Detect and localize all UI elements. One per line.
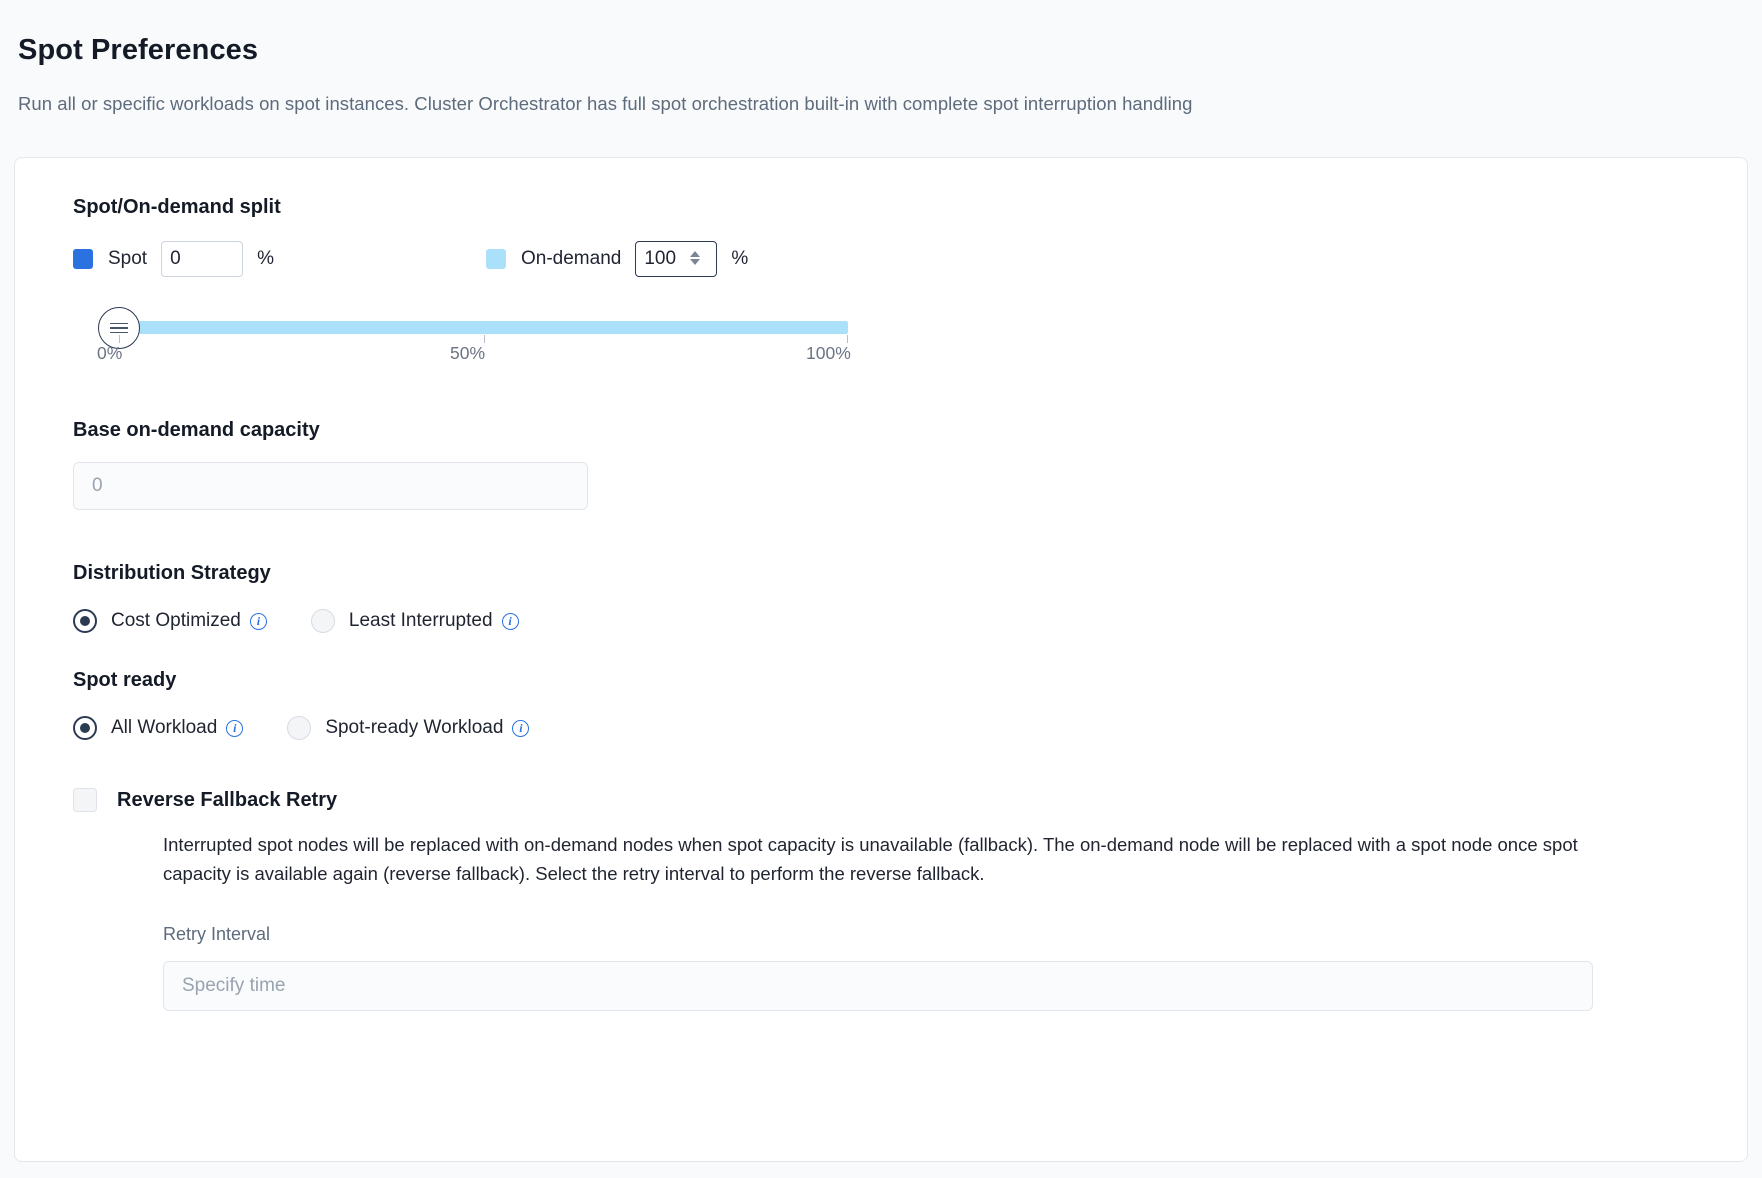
split-section-label: Spot/On-demand split	[73, 196, 281, 218]
spot-percent-sign: %	[257, 248, 274, 269]
base-capacity-label: Base on-demand capacity	[73, 419, 320, 441]
info-icon-cost-optimized[interactable]: i	[250, 613, 267, 630]
reverse-fallback-checkbox[interactable]	[73, 788, 97, 812]
radio-all-workload[interactable]	[73, 716, 97, 740]
spot-ready-options	[73, 716, 1689, 740]
page-title: Spot Preferences	[18, 34, 259, 66]
reverse-fallback-label: Reverse Fallback Retry	[117, 788, 338, 811]
distribution-strategy-options	[73, 609, 1689, 633]
radio-label-cost-optimized: Cost Optimized	[111, 610, 241, 631]
reverse-fallback-block	[73, 788, 1689, 1011]
retry-interval-label: Retry Interval	[163, 924, 271, 944]
page-subtitle: Run all or specific workloads on spot instances. Cluster Orchestrator has full spot orchestration built-in with complete spot interruption handling	[18, 93, 1193, 114]
radio-spot-ready-workload[interactable]	[287, 716, 311, 740]
distribution-strategy-label: Distribution Strategy	[73, 562, 271, 584]
radio-option-spot-ready-workload[interactable]	[287, 716, 529, 740]
spot-ondemand-split-row	[73, 241, 1689, 277]
info-icon-all-workload[interactable]: i	[226, 720, 243, 737]
spot-split-slider[interactable]	[73, 315, 851, 367]
retry-interval-input[interactable]	[163, 961, 1593, 1011]
radio-option-least-interrupted[interactable]	[311, 609, 519, 633]
ondemand-label: On-demand	[521, 248, 622, 269]
distribution-strategy-block	[73, 562, 1689, 633]
spot-ready-block	[73, 669, 1689, 740]
ondemand-color-swatch	[486, 249, 506, 269]
radio-cost-optimized[interactable]	[73, 609, 97, 633]
reverse-fallback-row[interactable]	[73, 788, 1689, 812]
radio-option-all-workload[interactable]	[73, 716, 243, 740]
radio-label-spot-ready-workload: Spot-ready Workload	[325, 717, 504, 738]
spot-preferences-card	[14, 157, 1748, 1162]
info-icon-spot-ready-workload[interactable]: i	[512, 720, 529, 737]
base-capacity-block	[73, 419, 1689, 510]
radio-label-all-workload: All Workload	[111, 717, 218, 738]
slider-tick-0: 0%	[97, 343, 123, 363]
radio-option-cost-optimized[interactable]	[73, 609, 267, 633]
reverse-fallback-description: Interrupted spot nodes will be replaced with on-demand nodes when spot capacity is unavailable (fallback). The on-demand node will be replaced with a spot node once spot capacity is available again (reverse fallback). Select the retry interval to perform the reverse fallback.	[163, 834, 1578, 884]
spot-color-swatch	[73, 249, 93, 269]
slider-tick-100: 100%	[806, 343, 851, 363]
stepper-up-icon[interactable]	[690, 251, 700, 257]
radio-label-least-interrupted: Least Interrupted	[348, 610, 493, 631]
slider-track[interactable]	[113, 321, 848, 334]
stepper-down-icon[interactable]	[690, 259, 700, 265]
slider-tick-50: 50%	[450, 343, 486, 363]
base-capacity-input[interactable]	[73, 462, 588, 510]
radio-least-interrupted[interactable]	[311, 609, 335, 633]
spot-ready-label: Spot ready	[73, 669, 177, 691]
ondemand-percent-sign: %	[731, 248, 749, 269]
spot-percent-input[interactable]	[161, 241, 243, 277]
spot-label: Spot	[108, 248, 148, 269]
info-icon-least-interrupted[interactable]: i	[502, 613, 519, 630]
